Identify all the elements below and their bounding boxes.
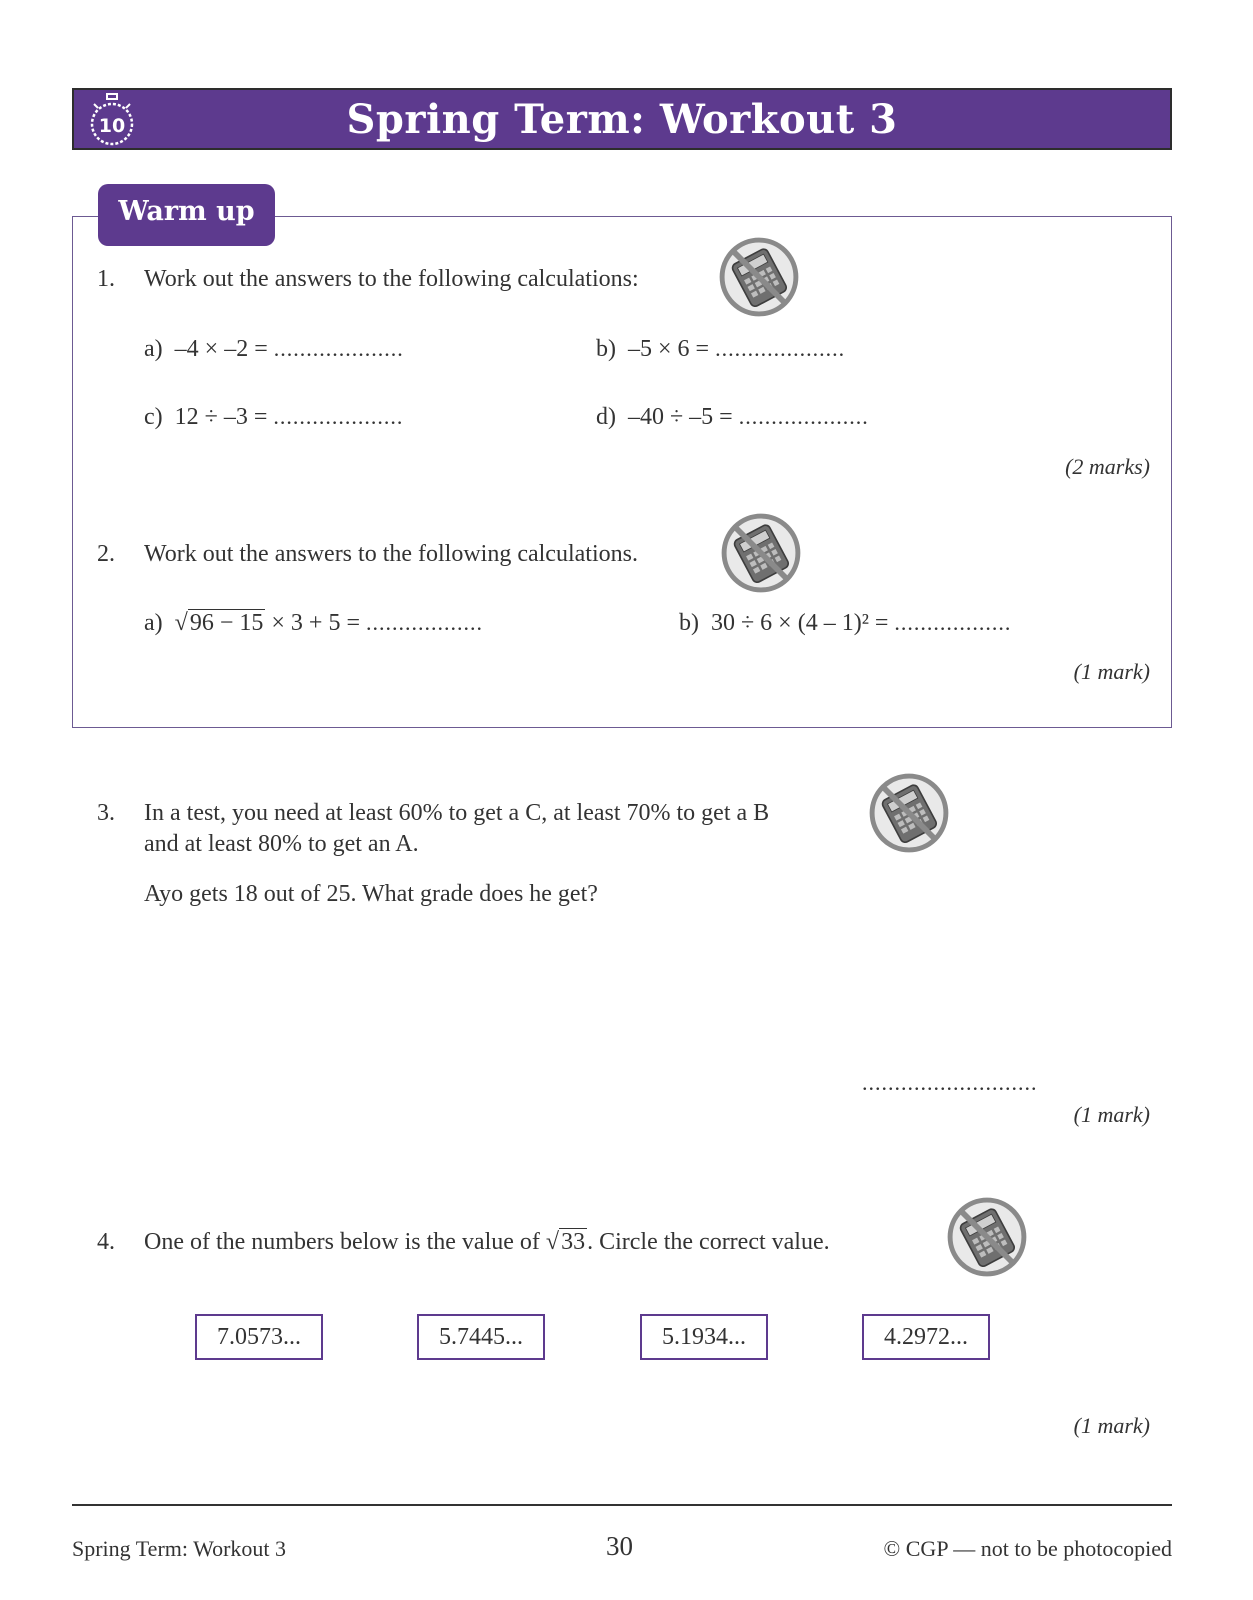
no-calculator-icon [720, 512, 802, 594]
q1-text: Work out the answers to the following calculations: [144, 266, 639, 292]
option-box[interactable]: 7.0573... [195, 1314, 323, 1360]
q4-number: 4. [97, 1229, 115, 1255]
q3-number: 3. [97, 800, 115, 826]
q3-question: Ayo gets 18 out of 25. What grade does he get? [144, 881, 598, 907]
q1d-row [596, 404, 869, 431]
no-calculator-icon [946, 1196, 1028, 1278]
page-title: Spring Term: Workout 3 [346, 96, 898, 143]
q1-number: 1. [97, 266, 115, 292]
sqrt-sign: √ [545, 1229, 560, 1255]
q1a-row [144, 336, 404, 363]
q1c-label: c) [144, 404, 163, 430]
q1d-label: d) [596, 404, 616, 430]
q3-answer-line[interactable]: ........................... [862, 1070, 1038, 1095]
option-box[interactable]: 4.2972... [862, 1314, 990, 1360]
q2a-sqrt [175, 610, 266, 637]
title-bar [72, 88, 1172, 150]
q2-marks: (1 mark) [1073, 659, 1150, 684]
q2a-answer-line[interactable]: .................. [365, 610, 483, 635]
q1d-answer-line[interactable]: .................... [738, 404, 869, 429]
warmup-label: Warm up [118, 196, 255, 227]
q2-text: Work out the answers to the following calculations. [144, 541, 638, 567]
copyright-notice: © CGP — not to be photocopied [883, 1536, 1172, 1561]
q2b-label: b) [679, 610, 699, 636]
q1a-label: a) [144, 336, 163, 362]
q1b-row [596, 336, 845, 363]
q1-marks: (2 marks) [1065, 454, 1150, 479]
q2-number: 2. [97, 541, 115, 567]
timer-minutes: 10 [98, 115, 126, 137]
q1c-expression: 12 ÷ –3 = [174, 404, 268, 430]
q1b-label: b) [596, 336, 616, 362]
q1a-answer-line[interactable]: .................... [273, 336, 404, 361]
q3-marks: (1 mark) [1073, 1102, 1150, 1127]
sqrt-sign: √ [174, 610, 188, 636]
q1d-expression: –40 ÷ –5 = [628, 404, 733, 430]
no-calculator-icon [718, 236, 800, 318]
q4-marks: (1 mark) [1073, 1413, 1150, 1438]
q4-text-after: . Circle the correct value. [587, 1229, 830, 1255]
q2b-answer-line[interactable]: .................. [894, 610, 1012, 635]
q1b-expression: –5 × 6 = [628, 336, 710, 362]
page-number: 30 [606, 1531, 633, 1561]
q2b-expression: 30 ÷ 6 × (4 – 1)² = [711, 610, 889, 636]
q1c-answer-line[interactable]: .................... [273, 404, 404, 429]
q4-text [144, 1229, 830, 1256]
q1b-answer-line[interactable]: .................... [715, 336, 846, 361]
footer-divider [72, 1504, 1172, 1506]
footer-title: Spring Term: Workout 3 [72, 1536, 287, 1561]
option-box[interactable]: 5.1934... [640, 1314, 768, 1360]
q2b-row [679, 610, 1011, 637]
no-calculator-icon [868, 772, 950, 854]
q1c-row [144, 404, 403, 431]
q4-radicand: 33 [561, 1229, 586, 1255]
q2a-label: a) [144, 610, 163, 636]
q1a-expression: –4 × –2 = [174, 336, 268, 362]
q4-sqrt [546, 1229, 587, 1256]
option-box[interactable]: 5.7445... [417, 1314, 545, 1360]
q3-text-line1: In a test, you need at least 60% to get a C, at least 70% to get a B [144, 800, 770, 826]
q3-text-line2: and at least 80% to get an A. [144, 831, 419, 857]
q2a-expression: × 3 + 5 = [271, 610, 360, 636]
q4-text-before: One of the numbers below is the value of [144, 1229, 540, 1255]
q2a-row [144, 610, 483, 637]
q2a-radicand: 96 − 15 [189, 610, 264, 636]
warmup-tab [98, 184, 275, 246]
